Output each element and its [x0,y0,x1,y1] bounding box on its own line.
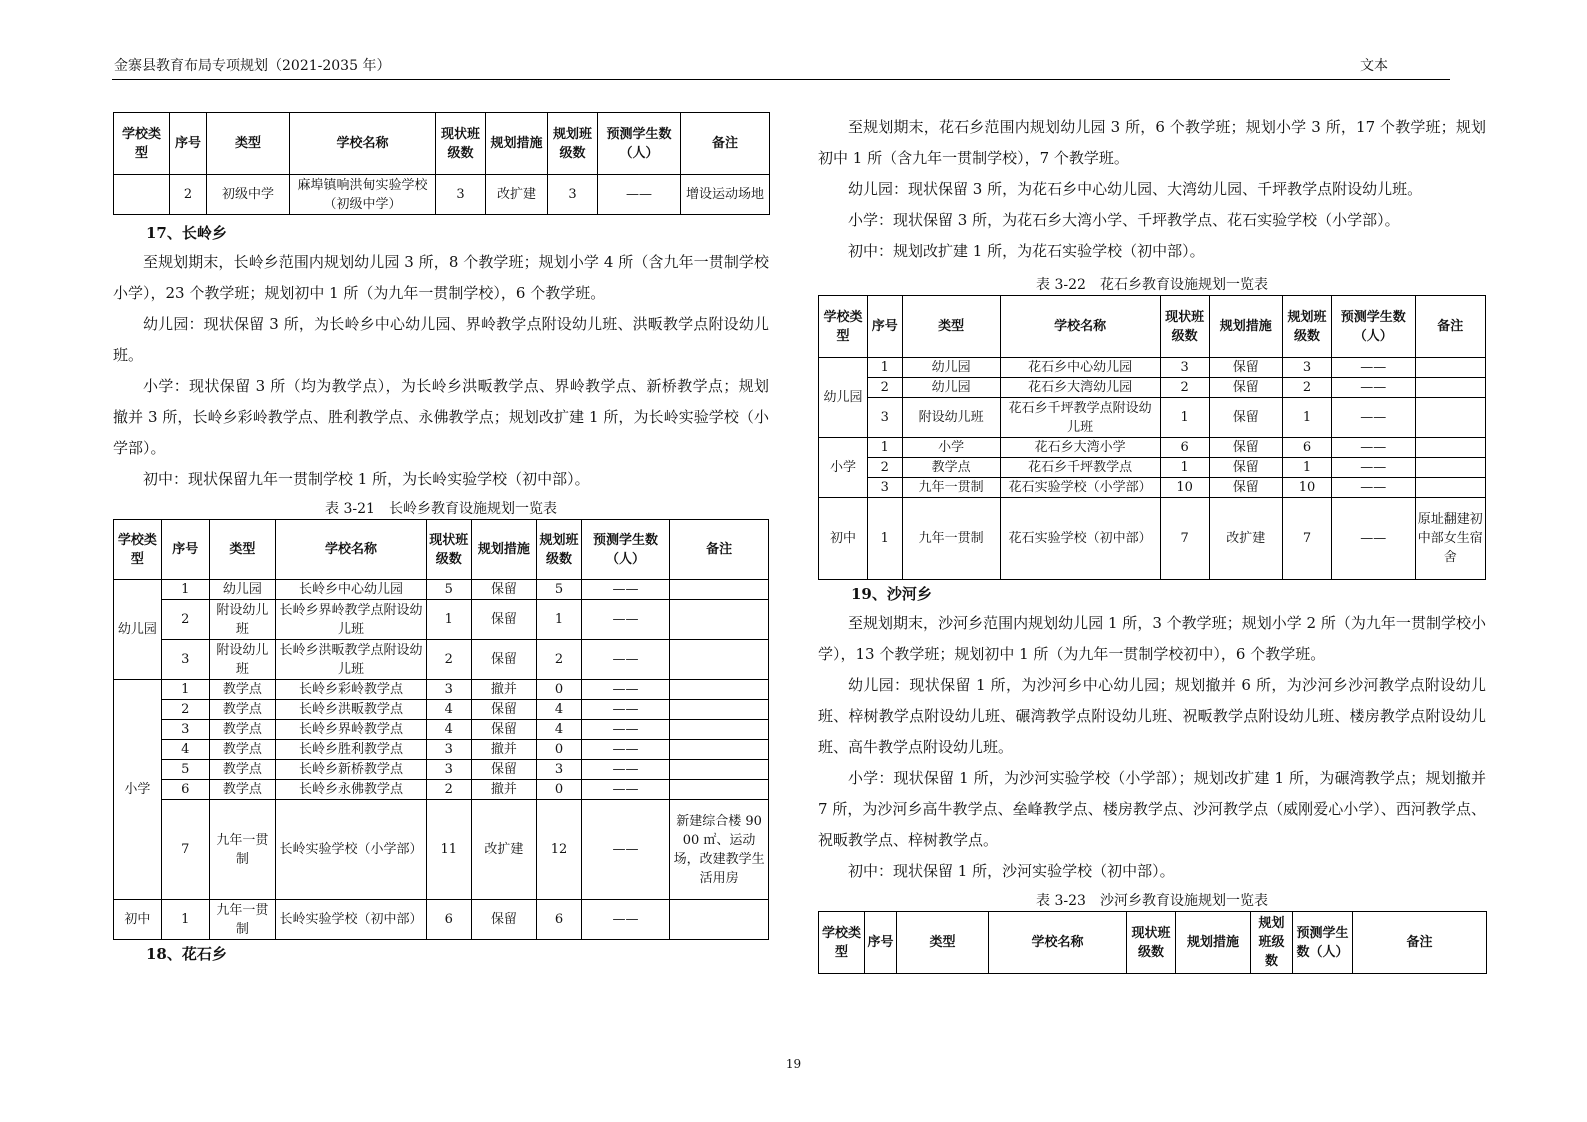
column-header: 序号 [161,520,209,580]
table-3-21 [113,519,769,940]
table-cell: —— [581,680,669,700]
table-row [114,640,769,680]
table-cell: 长岭乡新桥教学点 [276,760,427,780]
table-row [114,800,769,900]
page-header-title: 金寨县教育布局专项规划（2021-2035 年） [114,58,391,74]
table-cell: 0 [537,680,582,700]
table-cell: —— [581,720,669,740]
table-cell: —— [598,175,681,215]
header-rule [112,79,1450,80]
table-cell: 3 [161,640,209,680]
table-cell: 原址翻建初中部女生宿舍 [1415,498,1485,580]
table-cell: 4 [426,720,471,740]
column-header: 备注 [1353,912,1487,974]
table-cell: 麻埠镇响洪甸实验学校（初级中学） [290,175,436,215]
table-cell: —— [581,900,669,940]
table-cell: 花石乡中心幼儿园 [1000,358,1160,378]
table-cell: 1 [1283,398,1332,438]
table-cell: 长岭乡中心幼儿园 [276,580,427,600]
table-cell: 撤并 [471,740,537,760]
group-middle: 初中 [819,498,868,580]
table-cell: 教学点 [209,780,276,800]
table-cell: 教学点 [209,740,276,760]
table-row [819,458,1486,478]
page-number: 19 [785,1057,802,1071]
table-row [819,378,1486,398]
table-cell [1415,458,1485,478]
table-cell: 5 [537,580,582,600]
table-cell: 10 [1283,478,1332,498]
table-cell: 花石乡千坪教学点附设幼儿班 [1000,398,1160,438]
table-cell [1415,438,1485,458]
paragraph: 小学：现状保留 3 所，为花石乡大湾小学、千坪教学点、花石实验学校（小学部）。 [848,211,1400,229]
table-cell: 2 [161,600,209,640]
table-cell: 11 [426,800,471,900]
table-cell: 3 [548,175,598,215]
group-primary: 小学 [819,438,868,498]
table-row [114,600,769,640]
table-cell: 1 [1283,458,1332,478]
table-3-23 [818,911,1487,974]
table-cell: 长岭乡彩岭教学点 [276,680,427,700]
table-row [114,580,769,600]
table-cell: 3 [426,740,471,760]
column-header: 现状班级数 [426,520,471,580]
column-header: 规划班级数 [537,520,582,580]
table-cell: 小学 [902,438,1000,458]
table-cell: 2 [867,458,902,478]
table-cell: 教学点 [902,458,1000,478]
table-cell: 4 [161,740,209,760]
table-cell: 1 [161,680,209,700]
table-cell: 6 [161,780,209,800]
group-middle: 初中 [114,900,162,940]
left-column [113,112,769,968]
table-cell: 1 [867,438,902,458]
table-cell: 2 [1160,378,1209,398]
table-cell: 花石乡大湾幼儿园 [1000,378,1160,398]
table-cell: —— [581,780,669,800]
table-cell [114,175,170,215]
table-cell [670,780,769,800]
table-cell [670,640,769,680]
table-row [114,700,769,720]
table-cell: 5 [161,760,209,780]
paragraph: 初中：规划改扩建 1 所，为花石实验学校（初中部）。 [848,242,1205,260]
table-cell [670,900,769,940]
table-cell: 改扩建 [1209,498,1282,580]
table-cell: 1 [161,580,209,600]
table-cell: 教学点 [209,720,276,740]
table-cell: —— [1331,438,1415,458]
table-cell: 改扩建 [486,175,548,215]
column-header: 预测学生数（人） [1331,296,1415,358]
column-header: 学校名称 [989,912,1127,974]
col-header-seq: 序号 [170,113,207,175]
table-cell: 长岭乡界岭教学点附设幼儿班 [276,600,427,640]
table-cell: 保留 [471,600,537,640]
paragraph: 至规划期末，长岭乡范围内规划幼儿园 3 所，8 个教学班；规划小学 4 所（含九年一贯制学校小学），23 个教学班；规划初中 1 所（为九年一贯制学校），6 个教学班。 [113,253,769,302]
table-cell: 4 [537,720,582,740]
table-cell: 保留 [471,720,537,740]
table-cell [1415,378,1485,398]
table-cell: 3 [537,760,582,780]
column-header: 规划班级数 [1283,296,1332,358]
table-cell: 幼儿园 [902,358,1000,378]
table-row [114,900,769,940]
table-cell: 改扩建 [471,800,537,900]
table-cell: 4 [537,700,582,720]
table-cell: 增设运动场地 [681,175,770,215]
group-kindergarten: 幼儿园 [114,580,162,680]
table-cell: 附设幼儿班 [209,600,276,640]
table-cell: —— [1331,358,1415,378]
column-header: 预测学生数（人） [1293,912,1353,974]
table-cell: 10 [1160,478,1209,498]
table-title-3-23: 表 3-23 沙河乡教育设施规划一览表 [1036,893,1268,909]
table-row [114,740,769,760]
table-cell: 长岭乡界岭教学点 [276,720,427,740]
col-header-forecast-students: 预测学生数（人） [598,113,681,175]
table-cell: —— [581,580,669,600]
col-header-current-classes: 现状班级数 [436,113,486,175]
table-cell: 长岭乡洪畈教学点 [276,700,427,720]
column-header: 现状班级数 [1160,296,1209,358]
section-title-19: 19、沙河乡 [851,585,932,603]
table-cell: 附设幼儿班 [209,640,276,680]
table-title-3-22: 表 3-22 花石乡教育设施规划一览表 [1036,277,1268,293]
right-column [818,112,1486,974]
table-cell: 花石实验学校（初中部） [1000,498,1160,580]
table-cell: 长岭乡洪畈教学点附设幼儿班 [276,640,427,680]
column-header: 类型 [209,520,276,580]
table-cell: 初级中学 [207,175,290,215]
section-title-17: 17、长岭乡 [146,224,227,242]
table-cell: —— [581,760,669,780]
table-cell: 3 [1160,358,1209,378]
column-header: 学校类型 [819,912,865,974]
table-3-22 [818,295,1486,580]
table-cell: 长岭实验学校（小学部） [276,800,427,900]
table-row [114,760,769,780]
table-cell [670,720,769,740]
column-header: 类型 [902,296,1000,358]
column-header: 学校名称 [1000,296,1160,358]
section-title-18: 18、花石乡 [146,945,227,963]
table-cell: 6 [537,900,582,940]
table-cell: 花石实验学校（小学部） [1000,478,1160,498]
table-cell: 教学点 [209,680,276,700]
table-cell: 12 [537,800,582,900]
table-cell: 1 [867,498,902,580]
table-cell: 保留 [1209,398,1282,438]
group-primary: 小学 [114,680,162,900]
table-cell: 撤并 [471,780,537,800]
table-cell: 花石乡大湾小学 [1000,438,1160,458]
table-cell: 7 [1160,498,1209,580]
table-cell: 0 [537,740,582,760]
table-cell: 保留 [471,760,537,780]
table-cell: 保留 [471,900,537,940]
continued-table [113,112,770,215]
column-header: 规划措施 [1176,912,1251,974]
table-cell: 教学点 [209,760,276,780]
paragraph: 小学：现状保留 3 所（均为教学点），为长岭乡洪畈教学点、界岭教学点、新桥教学点；规划撤并 3 所，长岭乡彩岭教学点、胜利教学点、永佛教学点；规划改扩建 1 所，为长岭实验学校（小学部）。 [113,377,769,457]
page-header-right: 文本 [1360,58,1388,74]
table-row [819,498,1486,580]
table-cell: 2 [426,780,471,800]
table-cell [1415,358,1485,378]
column-header: 学校类型 [114,520,162,580]
table-cell [1415,478,1485,498]
column-header: 学校类型 [819,296,868,358]
table-cell: 撤并 [471,680,537,700]
table-row [819,358,1486,378]
table-row [114,175,770,215]
table-cell: 2 [537,640,582,680]
table-cell: 6 [1283,438,1332,458]
paragraph: 幼儿园：现状保留 3 所，为花石乡中心幼儿园、大湾幼儿园、千坪教学点附设幼儿班。 [848,180,1423,198]
col-header-plan-measure: 规划措施 [486,113,548,175]
table-cell: 幼儿园 [902,378,1000,398]
table-cell: —— [1331,458,1415,478]
table-cell: 九年一贯制 [902,498,1000,580]
table-cell: —— [1331,378,1415,398]
table-cell: 6 [426,900,471,940]
col-header-remarks: 备注 [681,113,770,175]
table-cell: —— [1331,478,1415,498]
column-header: 预测学生数（人） [581,520,669,580]
table-cell: 1 [867,358,902,378]
paragraph: 初中：现状保留九年一贯制学校 1 所，为长岭实验学校（初中部）。 [143,470,590,488]
table-cell: 1 [161,900,209,940]
table-cell [670,700,769,720]
paragraph: 小学：现状保留 1 所，为沙河实验学校（小学部）；规划改扩建 1 所，为碾湾教学点；规划撤并 7 所，为沙河乡高牛教学点、垒峰教学点、楼房教学点、沙河教学点（威刚爱心小学）、西河教学点、祝畈教学点、梓树教学点。 [818,769,1486,849]
table-cell: 1 [1160,398,1209,438]
table-cell: 附设幼儿班 [902,398,1000,438]
table-cell: 1 [1160,458,1209,478]
col-header-school-type: 学校类型 [114,113,170,175]
table-cell: 2 [161,700,209,720]
paragraph: 至规划期末，花石乡范围内规划幼儿园 3 所，6 个教学班；规划小学 3 所，17 个教学班；规划初中 1 所（含九年一贯制学校），7 个教学班。 [818,118,1486,167]
table-cell: 3 [867,398,902,438]
table-cell: 九年一贯制 [209,900,276,940]
table-cell: 保留 [1209,458,1282,478]
table-cell: 长岭实验学校（初中部） [276,900,427,940]
table-cell: 新建综合楼 9000 ㎡、运动场，改建教学生活用房 [670,800,769,900]
table-row [819,478,1486,498]
column-header: 规划措施 [1209,296,1282,358]
table-cell [670,680,769,700]
table-cell [1415,398,1485,438]
table-cell: 保留 [1209,478,1282,498]
table-cell: 3 [436,175,486,215]
column-header: 规划措施 [471,520,537,580]
table-cell: 1 [537,600,582,640]
table-row [114,780,769,800]
table-cell: 2 [426,640,471,680]
table-cell: 3 [161,720,209,740]
table-cell: 教学点 [209,700,276,720]
table-cell [670,740,769,760]
table-cell: 花石乡千坪教学点 [1000,458,1160,478]
table-cell: 7 [161,800,209,900]
table-cell: 保留 [471,700,537,720]
group-kindergarten: 幼儿园 [819,358,868,438]
table-cell: 1 [426,600,471,640]
table-cell: —— [581,740,669,760]
col-header-school-name: 学校名称 [290,113,436,175]
table-cell: —— [581,700,669,720]
table-title-3-21: 表 3-21 长岭乡教育设施规划一览表 [325,501,557,517]
table-cell: 5 [426,580,471,600]
table-cell: 保留 [1209,358,1282,378]
table-cell: 4 [426,700,471,720]
table-cell: —— [581,640,669,680]
table-cell: 2 [867,378,902,398]
table-cell [670,580,769,600]
table-row [114,720,769,740]
table-cell: 保留 [1209,438,1282,458]
col-header-planned-classes: 规划班级数 [548,113,598,175]
table-cell [670,600,769,640]
table-cell: 保留 [471,580,537,600]
table-row [819,438,1486,458]
table-cell: 幼儿园 [209,580,276,600]
table-cell: 九年一贯制 [902,478,1000,498]
table-cell: 3 [426,760,471,780]
table-cell: 长岭乡胜利教学点 [276,740,427,760]
table-cell: 3 [1283,358,1332,378]
paragraph: 幼儿园：现状保留 3 所，为长岭乡中心幼儿园、界岭教学点附设幼儿班、洪畈教学点附设幼儿班。 [113,315,769,364]
column-header: 现状班级数 [1127,912,1176,974]
table-cell [670,760,769,780]
column-header: 备注 [670,520,769,580]
col-header-type: 类型 [207,113,290,175]
table-cell: 2 [1283,378,1332,398]
table-cell: —— [1331,498,1415,580]
column-header: 类型 [897,912,989,974]
table-cell: 7 [1283,498,1332,580]
table-cell: 6 [1160,438,1209,458]
column-header: 序号 [865,912,897,974]
table-cell: 3 [426,680,471,700]
paragraph: 初中：现状保留 1 所，沙河实验学校（初中部）。 [848,862,1175,880]
table-row [114,680,769,700]
table-cell: —— [581,800,669,900]
paragraph: 幼儿园：现状保留 1 所，为沙河乡中心幼儿园；规划撤并 6 所，为沙河乡沙河教学点附设幼儿班、梓树教学点附设幼儿班、碾湾教学点附设幼儿班、祝畈教学点附设幼儿班、楼房教学点附设幼儿班、高牛教学点附设幼儿班。 [818,676,1486,756]
table-cell: 九年一贯制 [209,800,276,900]
column-header: 序号 [867,296,902,358]
paragraph: 至规划期末，沙河乡范围内规划幼儿园 1 所，3 个教学班；规划小学 2 所（为九年一贯制学校小学），13 个教学班；规划初中 1 所（为九年一贯制学校初中），6 个教学班。 [818,614,1486,663]
table-cell: 2 [170,175,207,215]
table-cell: —— [1331,398,1415,438]
column-header: 学校名称 [276,520,427,580]
column-header: 规划班级数 [1251,912,1293,974]
table-cell: 3 [867,478,902,498]
column-header: 备注 [1415,296,1485,358]
table-cell: 长岭乡永佛教学点 [276,780,427,800]
table-cell: —— [581,600,669,640]
table-cell: 保留 [1209,378,1282,398]
table-cell: 保留 [471,640,537,680]
table-cell: 0 [537,780,582,800]
table-row [819,398,1486,438]
